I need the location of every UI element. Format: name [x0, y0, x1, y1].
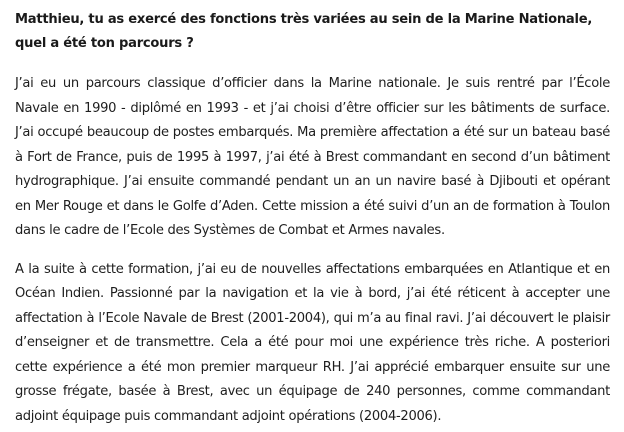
answer-paragraph-2: A la suite à cette formation, j’ai eu de nouvelles affectations embarquées en Atlantique et en Océan Indien. Passionné par la navigation et la vie à bord, j’ai été réticent à accepter une affectation à l’Ecole Navale de Brest (2001-2004), qui m’a au final ravi. J’ai découvert le plaisir d’enseigner et de transmettre. Cela a été pour moi une expérience très riche. A posteriori cette expérience a été mon premier marqueur RH. J’ai apprécié embarquer ensuite sur une grosse frégate, basée à Brest, avec un équipage de 240 personnes, comme commandant adjoint équipage puis commandant adjoint opérations (2004-2006).	[15, 261, 610, 424]
interview-question: Matthieu, tu as exercé des fonctions très variées au sein de la Marine Nationale, quel a été ton parcours ?	[15, 12, 593, 51]
answer-paragraph-1: J’ai eu un parcours classique d’officier dans la Marine nationale. Je suis rentré par l’École Navale en 1990 - diplômé en 1993 - et j’ai choisi d’être officier sur les bâtiments de surface. J’ai occupé beaucoup de postes embarqués. Ma première affectation a été sur un bateau basé à Fort de France, puis de 1995 à 1997, j’ai été à Brest commandant en second d’un bâtiment hydrographique. J’ai ensuite commandé pendant un an un navire basé à Djibouti et opérant en Mer Rouge et dans le Golfe d’Aden. Cette mission a été suivi d’un an de formation à Toulon dans le cadre de l’Ecole des Systèmes de Combat et Armes navales.	[15, 76, 610, 238]
